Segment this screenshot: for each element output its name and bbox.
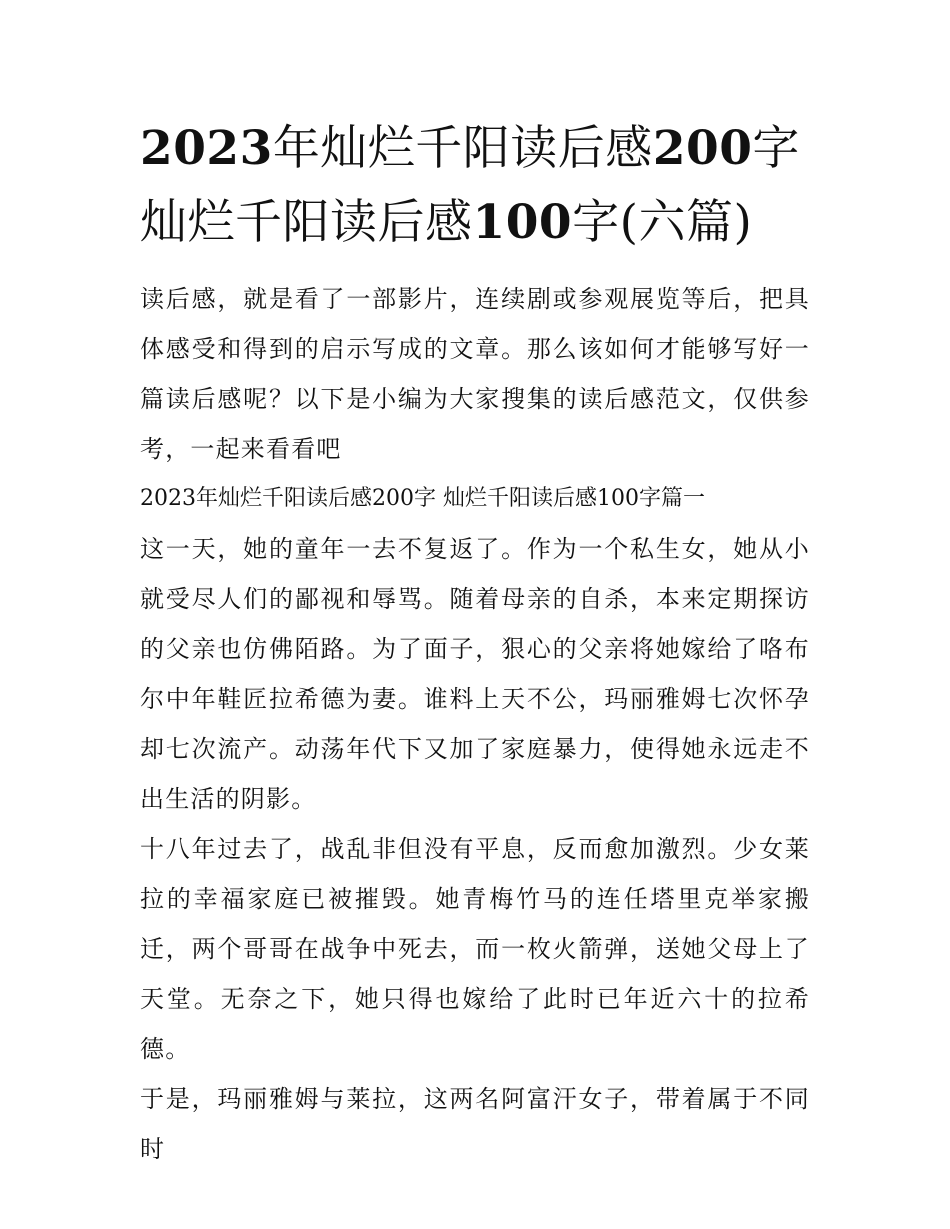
document-title [140,112,810,260]
document-body [140,112,810,1174]
title-number-100: 100 [472,195,573,250]
title-number-200: 200 [652,121,753,176]
body-paragraph-1: 这一天，她的童年一去不复返了。作为一个私生女，她从小就受尽人们的鄙视和辱骂。随着母亲的自杀，本来定期探访的父亲也仿佛陌路。为了面子，狠心的父亲将她嫁给了咯布尔中年鞋匠拉希德为妻。谁料上天不公，玛丽雅姆七次怀孕却七次流产。动荡年代下又加了家庭暴力，使得她永远走不出生活的阴影。 [140,535,810,813]
title-line-2 [140,186,810,260]
body-paragraph-2: 十八年过去了，战乱非但没有平息，反而愈加激烈。少女莱拉的幸福家庭已被摧毁。她青梅竹马的连任塔里克举家搬迁，两个哥哥在战争中死去，而一枚火箭弹，送她父母上了天堂。无奈之下，她只得也嫁给了此时已年近六十的拉希德。 [140,835,810,1063]
section-heading: 2023年灿烂千阳读后感200字 灿烂千阳读后感100字篇一 [140,486,705,511]
title-text-2: 字 [752,121,800,176]
intro-paragraph: 读后感，就是看了一部影片，连续剧或参观展览等后，把具体感受和得到的启示写成的文章。那么该如何才能够写好一篇读后感呢？以下是小编为大家搜集的读后感范文，仅供参考，一起来看看吧 [140,285,810,463]
title-text-1: 年灿烂千阳读后感 [272,121,653,176]
body-paragraph-3: 于是，玛丽雅姆与莱拉，这两名阿富汗女子，带着属于不同时 [140,1085,810,1163]
title-text-3: 灿烂千阳读后感 [140,195,473,250]
title-line-1 [140,112,810,186]
title-year: 2023 [140,121,273,176]
title-text-4: 字(六篇) [572,195,753,250]
